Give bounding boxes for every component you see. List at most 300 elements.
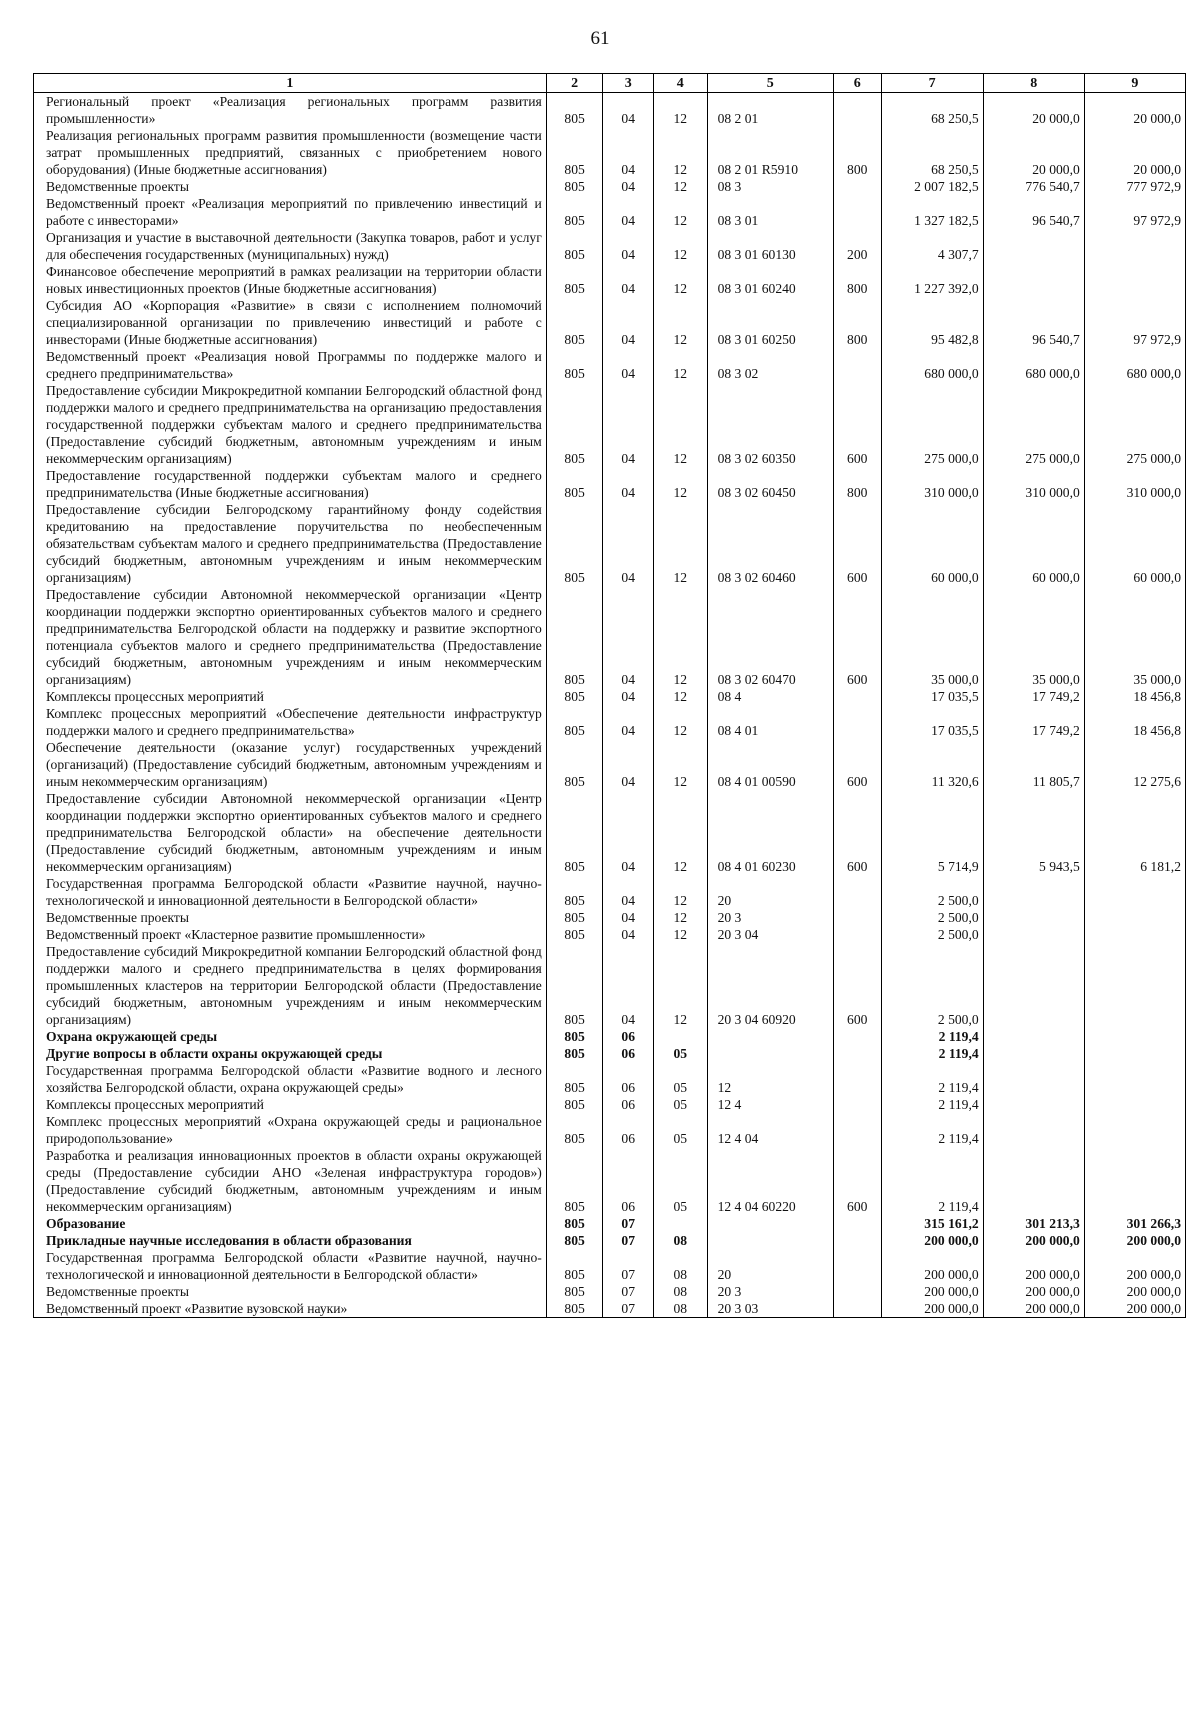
cell-subsection: 08 <box>653 1232 707 1249</box>
table-header-row <box>34 74 1186 93</box>
cell-expense-type <box>833 1215 881 1232</box>
cell-section: 04 <box>603 195 654 229</box>
cell-section: 06 <box>603 1028 654 1045</box>
cell-name: Другие вопросы в области охраны окружающей среды <box>34 1045 547 1062</box>
cell-admin-code: 805 <box>546 178 603 195</box>
table-row <box>34 1096 1186 1113</box>
cell-admin-code: 805 <box>546 1147 603 1215</box>
cell-subsection: 12 <box>653 195 707 229</box>
cell-name: Ведомственные проекты <box>34 178 547 195</box>
cell-amount-year3 <box>1084 1113 1185 1147</box>
cell-expense-type <box>833 1300 881 1318</box>
cell-amount-year2: 301 213,3 <box>983 1215 1084 1232</box>
cell-subsection: 12 <box>653 178 707 195</box>
cell-expense-type: 600 <box>833 943 881 1028</box>
cell-expense-type: 800 <box>833 297 881 348</box>
cell-expense-type: 600 <box>833 501 881 586</box>
cell-name: Организация и участие в выставочной деятельности (Закупка товаров, работ и услуг для обеспечения государственных (муниципальных) нужд) <box>34 229 547 263</box>
cell-section: 04 <box>603 467 654 501</box>
cell-amount-year2: 11 805,7 <box>983 739 1084 790</box>
cell-amount-year1: 315 161,2 <box>881 1215 983 1232</box>
cell-expense-type <box>833 1045 881 1062</box>
cell-admin-code: 805 <box>546 739 603 790</box>
cell-amount-year2: 200 000,0 <box>983 1249 1084 1283</box>
cell-amount-year1: 35 000,0 <box>881 586 983 688</box>
cell-target-code: 08 3 01 <box>707 195 833 229</box>
table-row <box>34 1045 1186 1062</box>
table-row <box>34 501 1186 586</box>
cell-target-code: 08 3 02 60450 <box>707 467 833 501</box>
table-row <box>34 229 1186 263</box>
cell-target-code: 08 4 01 60230 <box>707 790 833 875</box>
cell-target-code: 12 4 <box>707 1096 833 1113</box>
cell-amount-year2: 20 000,0 <box>983 127 1084 178</box>
cell-section: 04 <box>603 93 654 128</box>
cell-subsection: 08 <box>653 1249 707 1283</box>
table-row <box>34 1249 1186 1283</box>
cell-name: Комплекс процессных мероприятий «Охрана окружающей среды и рациональное природопользование» <box>34 1113 547 1147</box>
cell-amount-year1: 275 000,0 <box>881 382 983 467</box>
cell-expense-type <box>833 705 881 739</box>
cell-target-code: 08 3 <box>707 178 833 195</box>
cell-name: Реализация региональных программ развития промышленности (возмещение части затрат промышленных предприятий, связанных с приобретением нового оборудования) (Иные бюджетные ассигнования) <box>34 127 547 178</box>
cell-admin-code: 805 <box>546 1249 603 1283</box>
cell-amount-year2 <box>983 1062 1084 1096</box>
cell-name: Предоставление субсидии Микрокредитной компании Белгородский областной фонд поддержки малого и среднего предпринимательства на организацию предоставления государственной поддержки субъектам малого и среднего предпринимательства (Предоставление субсидий бюджетным, автономным учреждениям и иным некоммерческим организациям) <box>34 382 547 467</box>
cell-expense-type <box>833 909 881 926</box>
cell-admin-code: 805 <box>546 1283 603 1300</box>
cell-section: 04 <box>603 926 654 943</box>
cell-section: 04 <box>603 382 654 467</box>
table-row <box>34 926 1186 943</box>
cell-amount-year1: 2 119,4 <box>881 1096 983 1113</box>
cell-amount-year2: 200 000,0 <box>983 1232 1084 1249</box>
table-row <box>34 1147 1186 1215</box>
cell-expense-type <box>833 1062 881 1096</box>
cell-subsection: 12 <box>653 909 707 926</box>
cell-amount-year3: 200 000,0 <box>1084 1300 1185 1318</box>
cell-amount-year3 <box>1084 1045 1185 1062</box>
cell-name: Ведомственный проект «Кластерное развитие промышленности» <box>34 926 547 943</box>
table-row <box>34 297 1186 348</box>
table-row <box>34 688 1186 705</box>
cell-subsection: 12 <box>653 875 707 909</box>
cell-target-code: 08 3 01 60250 <box>707 297 833 348</box>
table-row <box>34 1232 1186 1249</box>
table-row <box>34 178 1186 195</box>
cell-admin-code: 805 <box>546 93 603 128</box>
cell-amount-year3: 301 266,3 <box>1084 1215 1185 1232</box>
cell-name: Субсидия АО «Корпорация «Развитие» в связи с исполнением полномочий специализированной организации по привлечению инвестиций и работе с инвесторами (Иные бюджетные ассигнования) <box>34 297 547 348</box>
cell-target-code: 08 3 01 60130 <box>707 229 833 263</box>
cell-amount-year3: 20 000,0 <box>1084 93 1185 128</box>
cell-subsection: 05 <box>653 1096 707 1113</box>
cell-amount-year1: 17 035,5 <box>881 688 983 705</box>
cell-amount-year3 <box>1084 1028 1185 1045</box>
cell-name: Предоставление субсидии Автономной некоммерческой организации «Центр координации поддержки экспортно ориентированных субъектов малого и среднего предпринимательства Белгородской области на поддержку и развитие экспортного потенциала субъектов малого и среднего предпринимательства (Предоставление субсидий бюджетным, автономным учреждениям и иным некоммерческим организациям) <box>34 586 547 688</box>
cell-target-code <box>707 1232 833 1249</box>
cell-amount-year1: 2 119,4 <box>881 1028 983 1045</box>
cell-target-code: 08 3 02 <box>707 348 833 382</box>
cell-amount-year2: 60 000,0 <box>983 501 1084 586</box>
cell-amount-year3 <box>1084 229 1185 263</box>
cell-admin-code: 805 <box>546 263 603 297</box>
cell-amount-year2 <box>983 909 1084 926</box>
cell-amount-year1: 1 327 182,5 <box>881 195 983 229</box>
cell-section: 04 <box>603 501 654 586</box>
cell-subsection: 12 <box>653 705 707 739</box>
cell-subsection: 05 <box>653 1045 707 1062</box>
cell-amount-year3 <box>1084 909 1185 926</box>
cell-subsection: 05 <box>653 1062 707 1096</box>
cell-subsection: 12 <box>653 688 707 705</box>
cell-target-code: 20 <box>707 1249 833 1283</box>
table-row <box>34 1113 1186 1147</box>
cell-section: 04 <box>603 688 654 705</box>
cell-expense-type <box>833 875 881 909</box>
cell-name: Предоставление субсидии Автономной некоммерческой организации «Центр координации поддержки экспортно ориентированных субъектов малого и среднего предпринимательства Белгородской области» на обеспечение деятельности (Предоставление субсидий бюджетным, автономным учреждениям и иным некоммерческим организациям) <box>34 790 547 875</box>
cell-amount-year2: 96 540,7 <box>983 297 1084 348</box>
cell-amount-year3 <box>1084 926 1185 943</box>
cell-target-code: 08 4 <box>707 688 833 705</box>
cell-section: 06 <box>603 1096 654 1113</box>
cell-amount-year3 <box>1084 1096 1185 1113</box>
cell-name: Ведомственный проект «Реализация новой Программы по поддержке малого и среднего предпринимательства» <box>34 348 547 382</box>
cell-admin-code: 805 <box>546 909 603 926</box>
cell-subsection: 12 <box>653 93 707 128</box>
cell-target-code: 20 3 04 <box>707 926 833 943</box>
cell-target-code: 12 4 04 60220 <box>707 1147 833 1215</box>
cell-admin-code: 805 <box>546 501 603 586</box>
cell-expense-type: 800 <box>833 467 881 501</box>
table-row <box>34 739 1186 790</box>
cell-name: Комплексы процессных мероприятий <box>34 1096 547 1113</box>
table-row <box>34 909 1186 926</box>
header-col-2: 2 <box>546 74 603 93</box>
cell-section: 07 <box>603 1215 654 1232</box>
cell-admin-code: 805 <box>546 1028 603 1045</box>
cell-expense-type: 600 <box>833 739 881 790</box>
cell-amount-year1: 95 482,8 <box>881 297 983 348</box>
cell-amount-year1: 2 119,4 <box>881 1062 983 1096</box>
cell-expense-type: 600 <box>833 382 881 467</box>
cell-amount-year2 <box>983 1028 1084 1045</box>
cell-amount-year1: 2 007 182,5 <box>881 178 983 195</box>
cell-amount-year1: 200 000,0 <box>881 1300 983 1318</box>
cell-target-code: 08 2 01 R5910 <box>707 127 833 178</box>
cell-amount-year1: 60 000,0 <box>881 501 983 586</box>
cell-subsection: 12 <box>653 790 707 875</box>
cell-amount-year3: 97 972,9 <box>1084 195 1185 229</box>
budget-table <box>33 73 1186 1318</box>
cell-name: Предоставление субсидий Микрокредитной компании Белгородский областной фонд поддержки малого и среднего предпринимательства в целях формирования промышленных кластеров на территории Белгородской области (Предоставление субсидий бюджетным, автономным учреждениям и иным некоммерческим организациям) <box>34 943 547 1028</box>
header-col-7: 7 <box>881 74 983 93</box>
cell-subsection: 12 <box>653 382 707 467</box>
cell-section: 06 <box>603 1045 654 1062</box>
cell-amount-year1: 2 119,4 <box>881 1113 983 1147</box>
cell-subsection: 12 <box>653 229 707 263</box>
cell-admin-code: 805 <box>546 297 603 348</box>
cell-amount-year1: 200 000,0 <box>881 1249 983 1283</box>
cell-amount-year2: 200 000,0 <box>983 1300 1084 1318</box>
header-col-3: 3 <box>603 74 654 93</box>
header-col-4: 4 <box>653 74 707 93</box>
cell-section: 04 <box>603 127 654 178</box>
cell-section: 07 <box>603 1283 654 1300</box>
cell-subsection: 08 <box>653 1283 707 1300</box>
cell-expense-type <box>833 1113 881 1147</box>
cell-amount-year2: 310 000,0 <box>983 467 1084 501</box>
cell-amount-year2 <box>983 943 1084 1028</box>
cell-subsection <box>653 1215 707 1232</box>
cell-admin-code: 805 <box>546 586 603 688</box>
cell-section: 04 <box>603 705 654 739</box>
cell-admin-code: 805 <box>546 1300 603 1318</box>
cell-expense-type <box>833 178 881 195</box>
cell-subsection: 12 <box>653 467 707 501</box>
cell-admin-code: 805 <box>546 467 603 501</box>
cell-amount-year3: 60 000,0 <box>1084 501 1185 586</box>
table-row <box>34 93 1186 128</box>
cell-expense-type <box>833 688 881 705</box>
cell-name: Ведомственный проект «Развитие вузовской науки» <box>34 1300 547 1318</box>
cell-subsection: 12 <box>653 926 707 943</box>
cell-amount-year2: 35 000,0 <box>983 586 1084 688</box>
cell-section: 04 <box>603 943 654 1028</box>
cell-amount-year2 <box>983 875 1084 909</box>
cell-name: Образование <box>34 1215 547 1232</box>
table-row <box>34 1028 1186 1045</box>
cell-admin-code: 805 <box>546 195 603 229</box>
cell-expense-type: 600 <box>833 1147 881 1215</box>
cell-amount-year3: 12 275,6 <box>1084 739 1185 790</box>
cell-amount-year2 <box>983 263 1084 297</box>
cell-amount-year2: 275 000,0 <box>983 382 1084 467</box>
cell-section: 07 <box>603 1232 654 1249</box>
cell-amount-year3: 200 000,0 <box>1084 1283 1185 1300</box>
cell-expense-type: 200 <box>833 229 881 263</box>
cell-expense-type <box>833 195 881 229</box>
cell-amount-year2 <box>983 926 1084 943</box>
cell-name: Комплекс процессных мероприятий «Обеспечение деятельности инфраструктур поддержки малого и среднего предпринимательства» <box>34 705 547 739</box>
cell-amount-year1: 68 250,5 <box>881 93 983 128</box>
cell-section: 07 <box>603 1249 654 1283</box>
table-body <box>34 93 1186 1318</box>
cell-amount-year2: 17 749,2 <box>983 705 1084 739</box>
cell-amount-year2: 5 943,5 <box>983 790 1084 875</box>
cell-amount-year1: 2 119,4 <box>881 1045 983 1062</box>
cell-section: 06 <box>603 1062 654 1096</box>
table-row <box>34 705 1186 739</box>
cell-target-code <box>707 1045 833 1062</box>
cell-name: Государственная программа Белгородской области «Развитие водного и лесного хозяйства Белгородской области, охрана окружающей среды» <box>34 1062 547 1096</box>
cell-admin-code: 805 <box>546 1062 603 1096</box>
cell-subsection: 12 <box>653 501 707 586</box>
cell-expense-type <box>833 93 881 128</box>
cell-amount-year3: 18 456,8 <box>1084 688 1185 705</box>
cell-amount-year1: 4 307,7 <box>881 229 983 263</box>
cell-target-code: 12 <box>707 1062 833 1096</box>
cell-target-code: 12 4 04 <box>707 1113 833 1147</box>
cell-target-code: 20 3 <box>707 1283 833 1300</box>
cell-amount-year3: 97 972,9 <box>1084 297 1185 348</box>
cell-expense-type <box>833 1096 881 1113</box>
cell-name: Ведомственные проекты <box>34 1283 547 1300</box>
cell-amount-year3: 35 000,0 <box>1084 586 1185 688</box>
cell-amount-year3: 777 972,9 <box>1084 178 1185 195</box>
table-row <box>34 382 1186 467</box>
header-col-8: 8 <box>983 74 1084 93</box>
cell-amount-year3: 200 000,0 <box>1084 1232 1185 1249</box>
cell-amount-year1: 17 035,5 <box>881 705 983 739</box>
cell-amount-year3 <box>1084 263 1185 297</box>
cell-amount-year1: 11 320,6 <box>881 739 983 790</box>
cell-subsection: 12 <box>653 586 707 688</box>
cell-name: Государственная программа Белгородской области «Развитие научной, научно-технологической и инновационной деятельности в Белгородской области» <box>34 1249 547 1283</box>
cell-subsection: 12 <box>653 739 707 790</box>
cell-subsection: 08 <box>653 1300 707 1318</box>
cell-name: Ведомственные проекты <box>34 909 547 926</box>
cell-section: 04 <box>603 297 654 348</box>
cell-target-code: 08 4 01 00590 <box>707 739 833 790</box>
cell-admin-code: 805 <box>546 705 603 739</box>
cell-section: 07 <box>603 1300 654 1318</box>
table-row <box>34 1283 1186 1300</box>
cell-amount-year2 <box>983 1096 1084 1113</box>
cell-admin-code: 805 <box>546 790 603 875</box>
cell-amount-year1: 2 500,0 <box>881 943 983 1028</box>
table-row <box>34 1300 1186 1318</box>
cell-target-code: 20 <box>707 875 833 909</box>
cell-amount-year2: 680 000,0 <box>983 348 1084 382</box>
cell-amount-year3: 18 456,8 <box>1084 705 1185 739</box>
cell-admin-code: 805 <box>546 229 603 263</box>
cell-target-code: 08 3 02 60350 <box>707 382 833 467</box>
cell-amount-year3: 20 000,0 <box>1084 127 1185 178</box>
cell-name: Региональный проект «Реализация региональных программ развития промышленности» <box>34 93 547 128</box>
cell-section: 04 <box>603 348 654 382</box>
cell-admin-code: 805 <box>546 688 603 705</box>
cell-admin-code: 805 <box>546 1113 603 1147</box>
table-row <box>34 195 1186 229</box>
cell-amount-year2 <box>983 1045 1084 1062</box>
cell-admin-code: 805 <box>546 926 603 943</box>
cell-amount-year3 <box>1084 1147 1185 1215</box>
table-row <box>34 790 1186 875</box>
table-row <box>34 586 1186 688</box>
cell-section: 04 <box>603 586 654 688</box>
cell-expense-type <box>833 1028 881 1045</box>
cell-amount-year2: 96 540,7 <box>983 195 1084 229</box>
cell-name: Прикладные научные исследования в области образования <box>34 1232 547 1249</box>
cell-expense-type <box>833 1249 881 1283</box>
cell-expense-type <box>833 1232 881 1249</box>
cell-section: 04 <box>603 790 654 875</box>
cell-amount-year3: 310 000,0 <box>1084 467 1185 501</box>
cell-subsection <box>653 1028 707 1045</box>
cell-section: 06 <box>603 1147 654 1215</box>
cell-amount-year1: 2 119,4 <box>881 1147 983 1215</box>
cell-amount-year1: 2 500,0 <box>881 875 983 909</box>
table-row <box>34 127 1186 178</box>
cell-amount-year3: 200 000,0 <box>1084 1249 1185 1283</box>
cell-admin-code: 805 <box>546 1096 603 1113</box>
cell-name: Ведомственный проект «Реализация мероприятий по привлечению инвестиций и работе с инвесторами» <box>34 195 547 229</box>
cell-target-code: 20 3 04 60920 <box>707 943 833 1028</box>
cell-expense-type: 600 <box>833 586 881 688</box>
cell-amount-year1: 1 227 392,0 <box>881 263 983 297</box>
cell-target-code: 08 3 01 60240 <box>707 263 833 297</box>
cell-target-code <box>707 1215 833 1232</box>
table-row <box>34 1215 1186 1232</box>
cell-amount-year3: 275 000,0 <box>1084 382 1185 467</box>
page-number: 61 <box>590 28 610 49</box>
cell-name: Комплексы процессных мероприятий <box>34 688 547 705</box>
table-row <box>34 263 1186 297</box>
cell-subsection: 12 <box>653 943 707 1028</box>
cell-target-code: 08 3 02 60470 <box>707 586 833 688</box>
cell-name: Предоставление государственной поддержки субъектам малого и среднего предпринимательства (Иные бюджетные ассигнования) <box>34 467 547 501</box>
cell-expense-type <box>833 926 881 943</box>
cell-admin-code: 805 <box>546 1045 603 1062</box>
cell-section: 04 <box>603 875 654 909</box>
cell-amount-year1: 200 000,0 <box>881 1232 983 1249</box>
cell-admin-code: 805 <box>546 1232 603 1249</box>
cell-amount-year1: 2 500,0 <box>881 926 983 943</box>
cell-target-code: 20 3 03 <box>707 1300 833 1318</box>
cell-amount-year2 <box>983 1113 1084 1147</box>
cell-admin-code: 805 <box>546 875 603 909</box>
table-row <box>34 943 1186 1028</box>
table-row <box>34 467 1186 501</box>
header-col-1: 1 <box>34 74 547 93</box>
cell-target-code: 20 3 <box>707 909 833 926</box>
header-col-9: 9 <box>1084 74 1185 93</box>
cell-amount-year3: 680 000,0 <box>1084 348 1185 382</box>
cell-amount-year1: 2 500,0 <box>881 909 983 926</box>
cell-section: 04 <box>603 263 654 297</box>
cell-amount-year2: 20 000,0 <box>983 93 1084 128</box>
cell-section: 04 <box>603 909 654 926</box>
cell-expense-type <box>833 1283 881 1300</box>
cell-amount-year3 <box>1084 1062 1185 1096</box>
cell-section: 04 <box>603 739 654 790</box>
cell-subsection: 05 <box>653 1147 707 1215</box>
cell-expense-type: 800 <box>833 127 881 178</box>
cell-target-code: 08 3 02 60460 <box>707 501 833 586</box>
cell-name: Охрана окружающей среды <box>34 1028 547 1045</box>
cell-amount-year2: 200 000,0 <box>983 1283 1084 1300</box>
cell-subsection: 12 <box>653 263 707 297</box>
cell-name: Обеспечение деятельности (оказание услуг) государственных учреждений (организаций) (Предоставление субсидий бюджетным, автономным учреждениям и иным некоммерческим организациям) <box>34 739 547 790</box>
cell-admin-code: 805 <box>546 348 603 382</box>
cell-subsection: 05 <box>653 1113 707 1147</box>
cell-admin-code: 805 <box>546 943 603 1028</box>
cell-expense-type: 800 <box>833 263 881 297</box>
cell-amount-year2 <box>983 229 1084 263</box>
cell-name: Разработка и реализация инновационных проектов в области охраны окружающей среды (Предоставление субсидии АНО «Зеленая инфраструктура городов») (Предоставление субсидий бюджетным, автономным учреждениям и иным некоммерческим организациям) <box>34 1147 547 1215</box>
cell-admin-code: 805 <box>546 127 603 178</box>
cell-amount-year3 <box>1084 875 1185 909</box>
cell-amount-year2: 776 540,7 <box>983 178 1084 195</box>
cell-section: 04 <box>603 229 654 263</box>
cell-amount-year2: 17 749,2 <box>983 688 1084 705</box>
cell-target-code: 08 2 01 <box>707 93 833 128</box>
cell-name: Государственная программа Белгородской области «Развитие научной, научно-технологической и инновационной деятельности в Белгородской области» <box>34 875 547 909</box>
cell-amount-year3: 6 181,2 <box>1084 790 1185 875</box>
cell-section: 04 <box>603 178 654 195</box>
header-col-5: 5 <box>707 74 833 93</box>
